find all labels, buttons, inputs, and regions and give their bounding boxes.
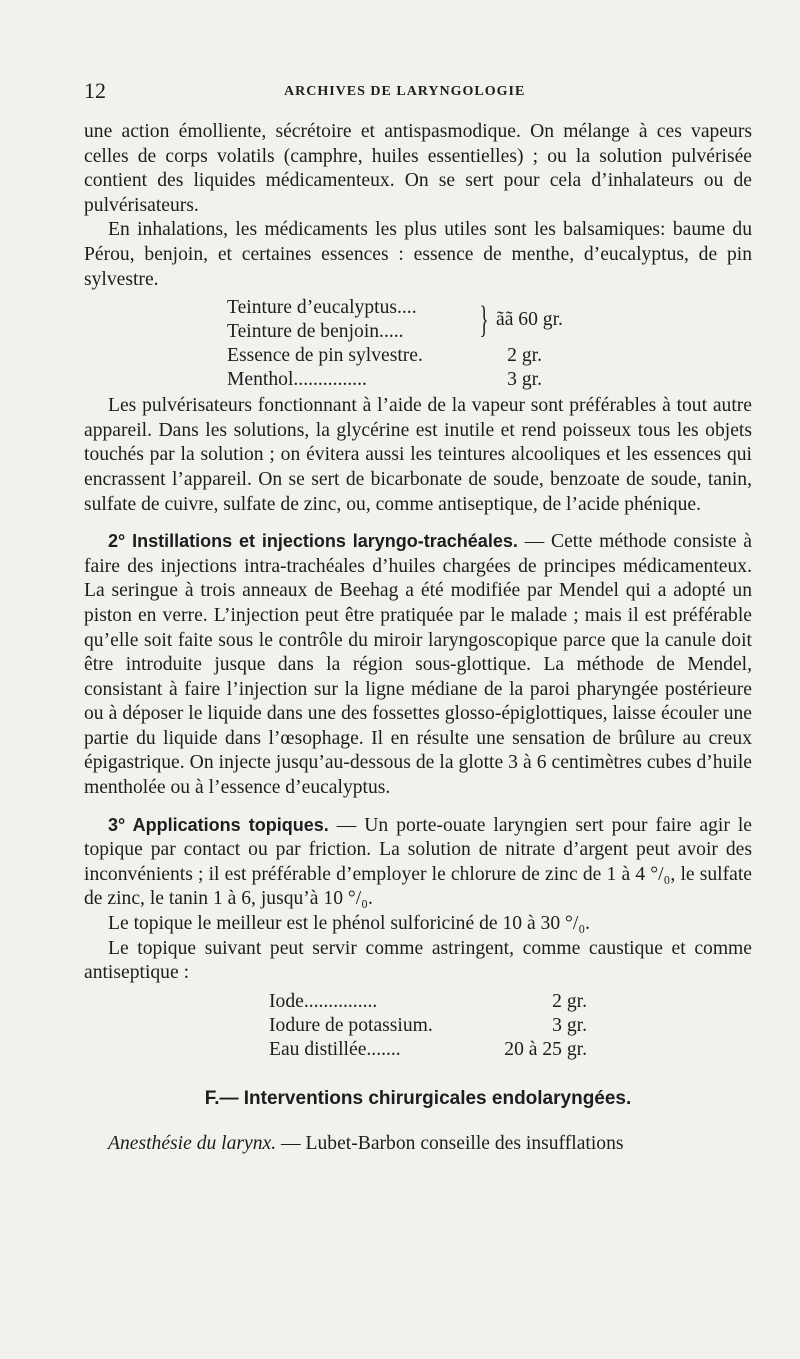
recipe-quantity: 20 à 25 gr. — [504, 1038, 587, 1060]
recipe-quantity: ãã 60 gr. — [496, 309, 563, 331]
inhalation-recipe — [84, 296, 752, 392]
paragraph-2: En inhalations, les médicaments les plus utiles sont les balsamiques: baume du Pérou, benjoin, et certaines essences : essence de menthe, d’eucalyptus, de pin sylvestre. — [84, 219, 752, 290]
paragraph-3: Les pulvérisateurs fonctionnant à l’aide de la vapeur sont préférables à tout autre appareil. Dans les solutions, la glycérine est inutile et rend poisseux tous les objets touchés par la solution ; on évitera aussi les teintures alcooliques et les essences qui encrassent l’appareil. On se sert de bicarbonate de soude, benzoate de soude, tanin, sulfate de cuivre, sulfate de zinc, ou, comme antiseptique, de l’acide phénique. — [84, 395, 752, 515]
curly-brace-icon: } — [479, 299, 489, 342]
recipe-row — [269, 990, 752, 1014]
section-3-heading: 3° Applications topiques. — [108, 814, 329, 835]
recipe-row — [269, 1038, 752, 1062]
recipe-ingredient: Teinture de benjoin..... — [227, 321, 404, 343]
brace-group — [227, 296, 752, 344]
section-3-text: — Un porte-ouate laryngien sert pour faire agir le topique par contact ou par friction. La solution de nitrate d’argent peut avoir des inconvénients ; il est préférable d’employer le chlorure de zinc de 1 à 4 °/₀, le sulfate de zinc, le tanin 1 à 6, jusqu’à 10 °/₀. — [84, 814, 752, 910]
last-paragraph — [84, 1132, 752, 1157]
last-paragraph-text: — Lubet-Barbon conseille des insufflations — [276, 1132, 624, 1154]
paragraph-4: Le topique le meilleur est le phénol sulforiciné de 10 à 30 °/₀. — [108, 913, 591, 935]
recipe-ingredient: Menthol............... — [227, 369, 367, 391]
section-2 — [84, 529, 752, 801]
italic-subheading: Anesthésie du larynx. — [108, 1132, 277, 1154]
recipe-ingredient: Eau distillée....... — [269, 1038, 401, 1060]
recipe-row — [227, 368, 752, 392]
topical-recipe — [84, 990, 752, 1062]
page-header — [84, 78, 752, 108]
paragraph-5: Le topique suivant peut servir comme astringent, comme caustique et comme antiseptique : — [84, 937, 752, 984]
recipe-quantity: 3 gr. — [552, 1014, 587, 1036]
section-f-heading: F.— Interventions chirurgicales endolaryngées. — [204, 1087, 632, 1109]
section-3 — [84, 813, 752, 912]
recipe-quantity: 2 gr. — [552, 990, 587, 1012]
page-number: 12 — [84, 78, 106, 103]
recipe-ingredient: Essence de pin sylvestre. — [227, 345, 423, 367]
paragraph-1: une action émolliente, sécrétoire et antispasmodique. On mélange à ces vapeurs celles de corps volatils (camphre, huiles essentielles) ; ou la solution pulvérisée contient des liquides médicamenteux. On se sert pour cela d’inhalateurs ou de pulvérisateurs. — [84, 121, 752, 216]
section-2-heading: 2° Instillations et injections laryngo-trachéales. — [108, 531, 518, 552]
recipe-ingredient: Teinture d’eucalyptus.... — [227, 297, 417, 319]
recipe-quantity: 3 gr. — [507, 369, 542, 391]
section-2-text: — Cette méthode consiste à faire des injections intra-trachéales d’huiles chargées de principes médicamenteux. La seringue à trois anneaux de Beehag a été modifiée par Mendel qui a adopté un piston en verre. L’injection peut être pratiquée par le malade ; mais il est préférable qu’elle soit faite sous le contrôle du miroir laryngoscopique parce que la canule doit être introduite jusque dans la région sous-glottique. La méthode de Mendel, consistant à faire l’injection sur la ligne médiane de la paroi pharyngée postérieure ou à déposer le liquide dans une des fossettes glosso-épiglottiques, laisse écouler une partie du liquide dans l’œsophage. Il en résulte une sensation de brûlure au creux épigastrique. On injecte jusqu’au-dessous de la glotte 3 à 6 centimètres cubes d’huile mentholée ou à l’essence d’eucalyptus. — [84, 531, 753, 799]
recipe-quantity: 2 gr. — [507, 345, 542, 367]
recipe-ingredient: Iodure de potassium. — [269, 1014, 433, 1036]
running-head: ARCHIVES DE LARYNGOLOGIE — [284, 84, 526, 99]
recipe-row — [269, 1014, 752, 1038]
recipe-ingredient: Iode............... — [269, 990, 378, 1012]
recipe-row — [227, 344, 752, 368]
